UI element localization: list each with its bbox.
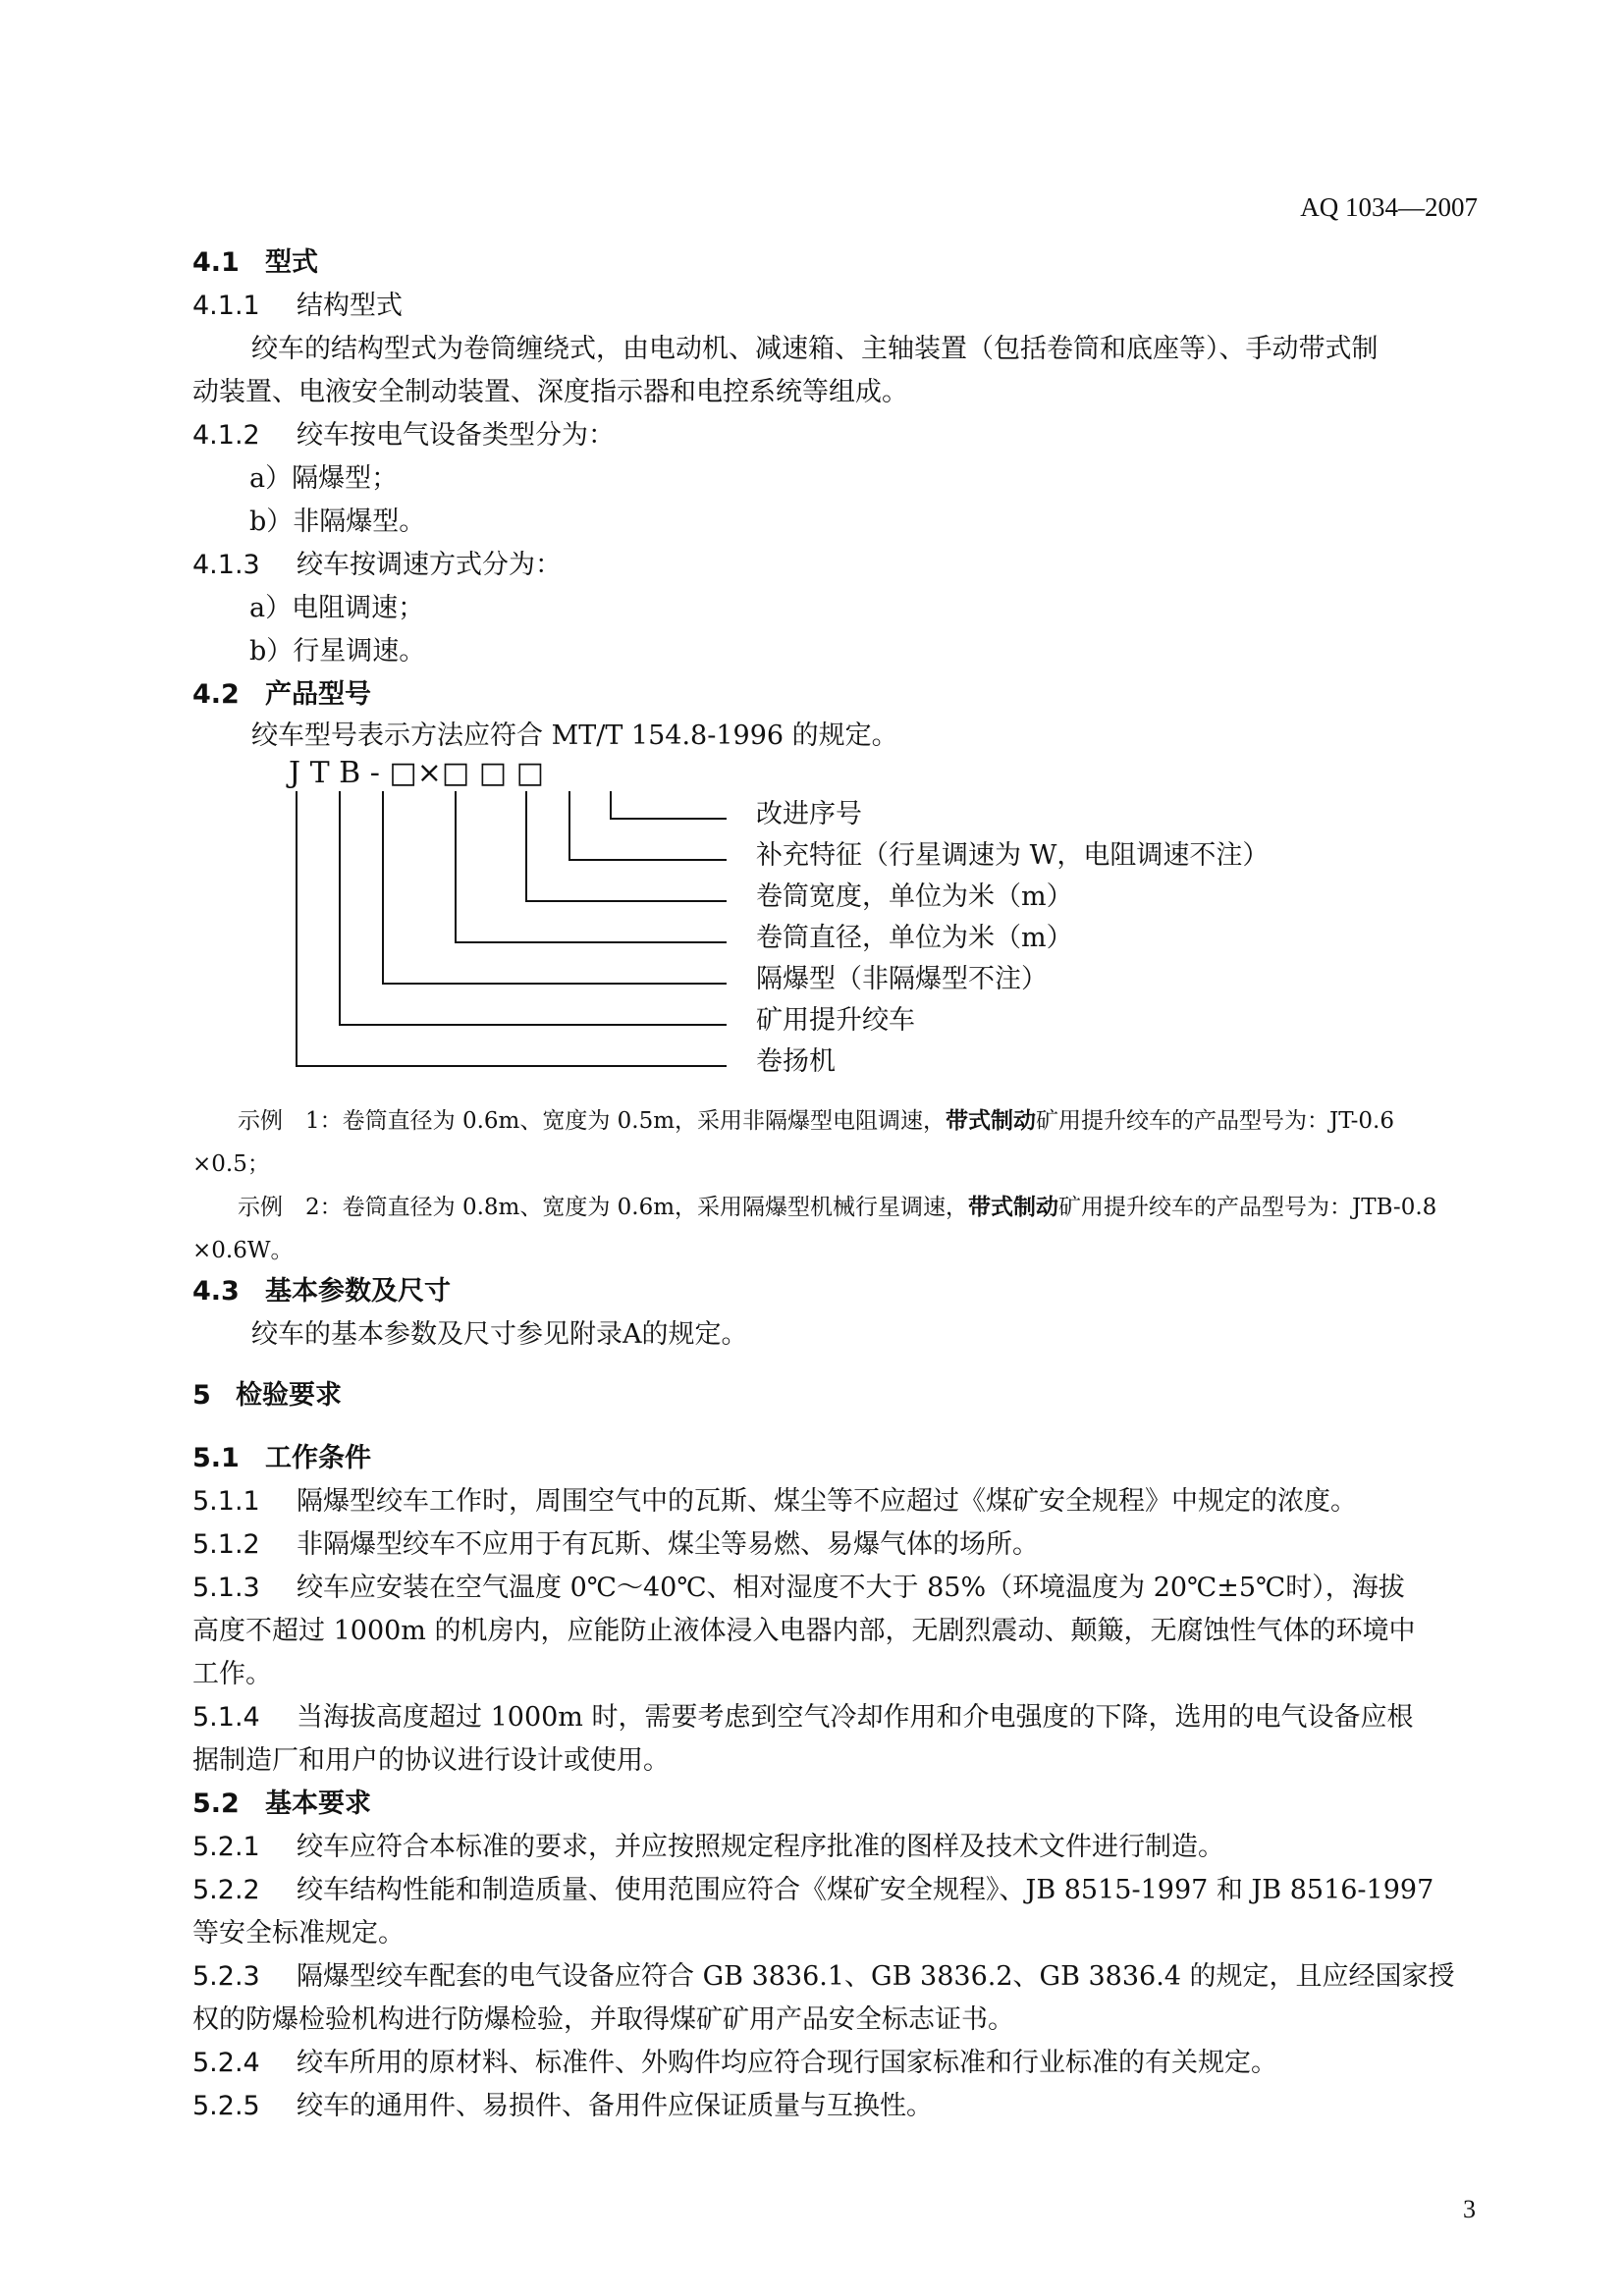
example-1-line-1: 示例 1：卷筒直径为 0.6m、宽度为 0.5m，采用非隔爆型电阻调速，带式制动矿用提升绞车的产品型号为：JT-0.6 <box>238 1107 1394 1134</box>
list-item-4-1-2-b: b）非隔爆型。 <box>249 507 426 537</box>
clause-5-2-3: 5.2.3 隔爆型绞车配套的电气设备应符合 GB 3836.1、GB 3836.2、GB 3836.4 的规定，且应经国家授 <box>192 1961 1455 1992</box>
paragraph-4-1-1-line-1: 绞车的结构型式为卷筒缠绕式，由电动机、减速箱、主轴装置（包括卷筒和底座等）、手动带式制 <box>251 334 1379 364</box>
clause-5-1-3-line-2: 高度不超过 1000m 的机房内，应能防止液体浸入电器内部，无剧烈震动、颠簸，无腐蚀性气体的环境中 <box>192 1616 1416 1646</box>
section-4-1-3-heading: 4.1.3 绞车按调速方式分为： <box>192 550 562 580</box>
section-4-1-2-heading: 4.1.2 绞车按电气设备类型分为： <box>192 420 615 451</box>
clause-5-2-3-line-2: 权的防爆检验机构进行防爆检验，并取得煤矿矿用产品安全标志证书。 <box>192 2004 1014 2035</box>
leader-line-buchong <box>569 791 727 860</box>
section-4-1-1-heading: 4.1.1 结构型式 <box>192 291 403 321</box>
leader-line-kuangyong <box>340 791 727 1025</box>
clause-5-1-4: 5.1.4 当海拔高度超过 1000m 时，需要考虑到空气冷却作用和介电强度的下降，选用的电气设备应根 <box>192 1702 1414 1733</box>
example-1-line-2: ×0.5； <box>192 1151 270 1177</box>
document-id-header: AQ 1034—2007 <box>1300 192 1478 222</box>
paragraph-4-2: 绞车型号表示方法应符合 MT/T 154.8-1996 的规定。 <box>251 721 898 751</box>
leader-line-kuandu <box>526 791 727 901</box>
model-code-diagram <box>283 754 1363 1088</box>
section-5-1-heading: 5.1 工作条件 <box>192 1443 371 1473</box>
clause-5-1-4-line-2: 据制造厂和用户的协议进行设计或使用。 <box>192 1745 670 1776</box>
leader-line-gaijin <box>611 791 727 819</box>
diagram-label-drum-diameter: 卷筒直径，单位为米（m） <box>756 923 1073 953</box>
clause-5-1-3: 5.1.3 绞车应安装在空气温度 0℃～40℃、相对湿度不大于 85%（环境温度为 20℃±5℃时），海拔 <box>192 1573 1405 1603</box>
paragraph-4-3: 绞车的基本参数及尺寸参见附录A的规定。 <box>251 1319 748 1350</box>
clause-5-1-2: 5.1.2 非隔爆型绞车不应用于有瓦斯、煤尘等易燃、易爆气体的场所。 <box>192 1529 1039 1560</box>
paragraph-4-1-1-line-2: 动装置、电液安全制动装置、深度指示器和电控系统等组成。 <box>192 377 908 407</box>
leader-line-zhijing <box>456 791 727 942</box>
example-2-line-1: 示例 2：卷筒直径为 0.8m、宽度为 0.6m，采用隔爆型机械行星调速，带式制动矿用提升绞车的产品型号为：JTB-0.8 <box>238 1194 1437 1220</box>
diagram-label-improvement-number: 改进序号 <box>756 799 862 829</box>
list-item-4-1-2-a: a）隔爆型； <box>249 463 399 494</box>
list-item-4-1-3-a: a）电阻调速； <box>249 593 425 623</box>
example-2-line-2: ×0.6W。 <box>192 1238 294 1263</box>
diagram-label-drum-width: 卷筒宽度，单位为米（m） <box>756 881 1073 912</box>
clause-5-1-1: 5.1.1 隔爆型绞车工作时，周围空气中的瓦斯、煤尘等不应超过《煤矿安全规程》中规定的浓度。 <box>192 1486 1357 1517</box>
clause-5-2-2-line-2: 等安全标准规定。 <box>192 1918 405 1949</box>
section-5-heading: 5 检验要求 <box>192 1380 342 1411</box>
page-number: 3 <box>1463 2195 1476 2223</box>
diagram-label-explosion-proof: 隔爆型（非隔爆型不注） <box>756 964 1048 994</box>
clause-5-2-2: 5.2.2 绞车结构性能和制造质量、使用范围应符合《煤矿安全规程》、JB 8515-1997 和 JB 8516-1997 <box>192 1875 1434 1905</box>
diagram-label-supplementary-feature: 补充特征（行星调速为 W，电阻调速不注） <box>756 840 1270 871</box>
diagram-label-mine-hoist: 矿用提升绞车 <box>756 1005 915 1036</box>
section-4-1-heading: 4.1 型式 <box>192 247 318 278</box>
section-4-2-heading: 4.2 产品型号 <box>192 679 371 710</box>
clause-5-2-4: 5.2.4 绞车所用的原材料、标准件、外购件均应符合现行国家标准和行业标准的有关规定。 <box>192 2048 1277 2078</box>
list-item-4-1-3-b: b）行星调速。 <box>249 636 426 667</box>
section-5-2-heading: 5.2 基本要求 <box>192 1789 371 1819</box>
clause-5-2-5: 5.2.5 绞车的通用件、易损件、备用件应保证质量与互换性。 <box>192 2091 933 2121</box>
clause-5-2-1: 5.2.1 绞车应符合本标准的要求，并应按照规定程序批准的图样及技术文件进行制造。 <box>192 1832 1224 1862</box>
clause-5-1-3-line-3: 工作。 <box>192 1659 272 1689</box>
diagram-label-winch: 卷扬机 <box>756 1046 836 1077</box>
section-4-3-heading: 4.3 基本参数及尺寸 <box>192 1276 451 1307</box>
model-code: J T B - □×□ □ □ <box>289 756 544 790</box>
leader-line-gebao <box>383 791 727 984</box>
